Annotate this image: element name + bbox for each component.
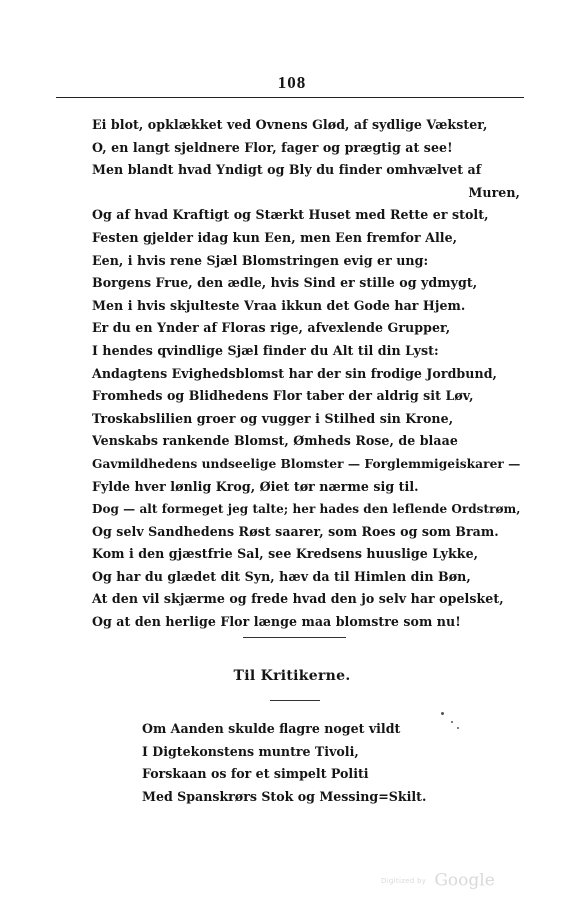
verse-line-continuation: Muren, <box>468 184 520 200</box>
poem-line: Forskaan os for et simpelt Politi <box>142 766 369 781</box>
verse-line: At den vil skjærme og frede hvad den jo selv har opelsket, <box>92 591 504 607</box>
title-rule <box>270 700 320 701</box>
verse-line: Ei blot, opklækket ved Ovnens Glød, af sydlige Vækster, <box>92 117 488 132</box>
verse-line: Men i hvis skjulteste Vraa ikkun det Gode har Hjem. <box>92 297 466 313</box>
verse-line: Men blandt hvad Yndigt og Bly du finder omhvælvet af <box>92 162 482 178</box>
poem-line: Med Spanskrørs Stok og Messing=Skilt. <box>142 788 427 804</box>
verse-line: Gavmildhedens undseelige Blomster — Forglemmigeiskarer — <box>92 456 521 471</box>
poem-line: I Digtekonstens muntre Tivoli, <box>142 743 359 759</box>
verse-line: Og at den herlige Flor længe maa blomstre som nu! <box>92 614 461 630</box>
verse-line: Og selv Sandhedens Røst saarer, som Roes og som Bram. <box>92 523 499 539</box>
digitized-by-label: Digitized by <box>381 876 427 885</box>
verse-line: Er du en Ynder af Floras rige, afvexlende Grupper, <box>92 320 451 336</box>
poem-line: Om Aanden skulde flagre noget vildt <box>142 721 401 736</box>
verse-line: Dog — alt formeget jeg talte; her hades den leflende Ordstrøm, <box>92 502 521 517</box>
verse-line: O, en langt sjeldnere Flor, fager og prægtig at see! <box>92 139 453 155</box>
google-watermark <box>381 870 495 891</box>
verse-line: Festen gjelder idag kun Een, men Een fremfor Alle, <box>92 229 458 245</box>
verse-line: Andagtens Evighedsblomst har der sin frodige Jordbund, <box>92 365 497 381</box>
verse-line: Og af hvad Kraftigt og Stærkt Huset med Rette er stolt, <box>92 207 489 223</box>
verse-line: Venskabs rankende Blomst, Ømheds Rose, de blaae <box>92 433 458 449</box>
verse-line: Troskabslilien groer og vugger i Stilhed sin Krone, <box>92 410 454 426</box>
page-number: 108 <box>277 73 307 92</box>
verse-line: Borgens Frue, den ædle, hvis Sind er stille og ydmygt, <box>92 275 478 291</box>
verse-line: Een, i hvis rene Sjæl Blomstringen evig er ung: <box>92 252 429 268</box>
header-rule <box>56 97 524 98</box>
google-logo: Google <box>434 870 495 891</box>
poem-verse <box>142 718 472 808</box>
verse-line: Kom i den gjæstfrie Sal, see Kredsens huuslige Lykke, <box>92 546 479 562</box>
section-separator <box>243 637 346 638</box>
ink-speck <box>457 727 459 729</box>
ink-speck <box>451 721 453 723</box>
main-verse <box>92 114 522 634</box>
verse-line: Fromheds og Blidhedens Flor taber der aldrig sit Løv, <box>92 388 474 404</box>
verse-line: Og har du glædet dit Syn, hæv da til Himlen din Bøn, <box>92 568 471 584</box>
verse-line: I hendes qvindlige Sjæl finder du Alt til din Lyst: <box>92 342 439 358</box>
poem-title: Til Kritikerne. <box>233 668 351 684</box>
verse-line: Fylde hver lønlig Krog, Øiet tør nærme sig til. <box>92 478 419 494</box>
ink-speck <box>441 712 444 715</box>
